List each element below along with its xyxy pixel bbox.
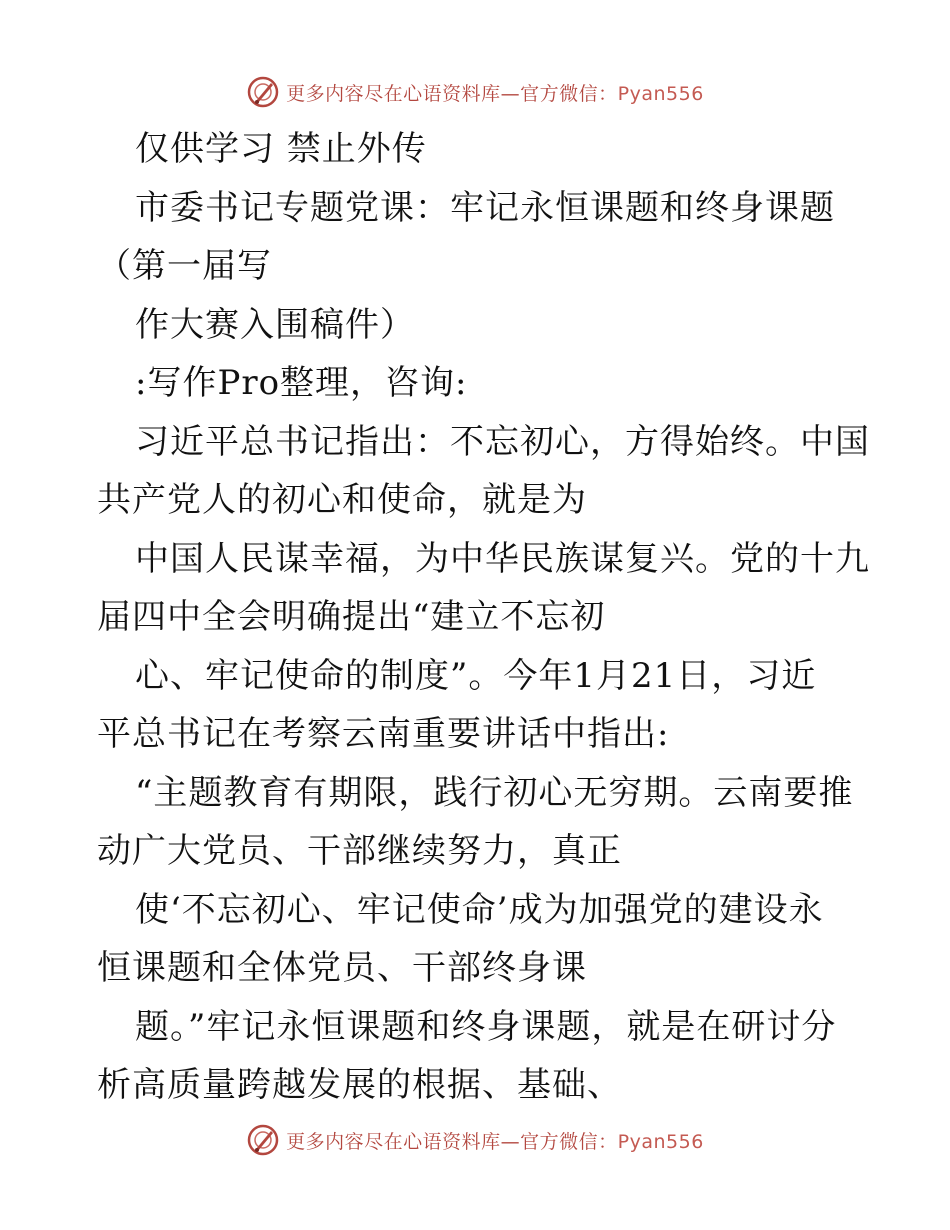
text-line: 仅供学习 禁止外传 — [135, 129, 427, 169]
text-line: :写作Pro整理，咨询: — [135, 363, 468, 403]
watermark-footer — [0, 1120, 950, 1160]
text-line: 题。”牢记永恒课题和终身课题，就是在研讨分 — [135, 1006, 837, 1047]
pen-logo-icon — [246, 75, 280, 109]
text-line: 届四中全会明确提出“建立不忘初 — [97, 597, 606, 637]
text-line: 析高质量跨越发展的根据、基础、 — [97, 1065, 622, 1105]
text-line: 心、牢记使命的制度”。今年1月21日，习近 — [135, 655, 817, 696]
watermark-text: 更多内容尽在心语资料库—官方微信：Pyan556 — [286, 82, 704, 105]
watermark-text: 更多内容尽在心语资料库—官方微信：Pyan556 — [286, 1130, 704, 1153]
text-line: （第一届写 — [97, 246, 272, 286]
pen-logo-icon — [246, 1123, 280, 1157]
text-line: 使‘不忘初心、牢记使命’成为加强党的建设永 — [135, 889, 824, 930]
text-line: 动广大党员、干部继续努力，真正 — [97, 831, 622, 871]
document-body — [97, 120, 870, 1115]
text-line: 平总书记在考察云南重要讲话中指出: — [97, 714, 670, 754]
text-line: 市委书记专题党课：牢记永恒课题和终身课题 — [135, 187, 835, 228]
text-line: 作大赛入围稿件） — [135, 304, 415, 345]
text-line: 共产党人的初心和使命，就是为 — [97, 480, 587, 520]
text-line: “主题教育有期限，践行初心无穷期。云南要推 — [135, 772, 854, 813]
watermark-header — [0, 72, 950, 112]
text-line: 习近平总书记指出：不忘初心，方得始终。中国 — [135, 421, 870, 462]
text-line: 中国人民谋幸福，为中华民族谋复兴。党的十九 — [135, 538, 870, 579]
text-line: 恒课题和全体党员、干部终身课 — [97, 948, 587, 988]
